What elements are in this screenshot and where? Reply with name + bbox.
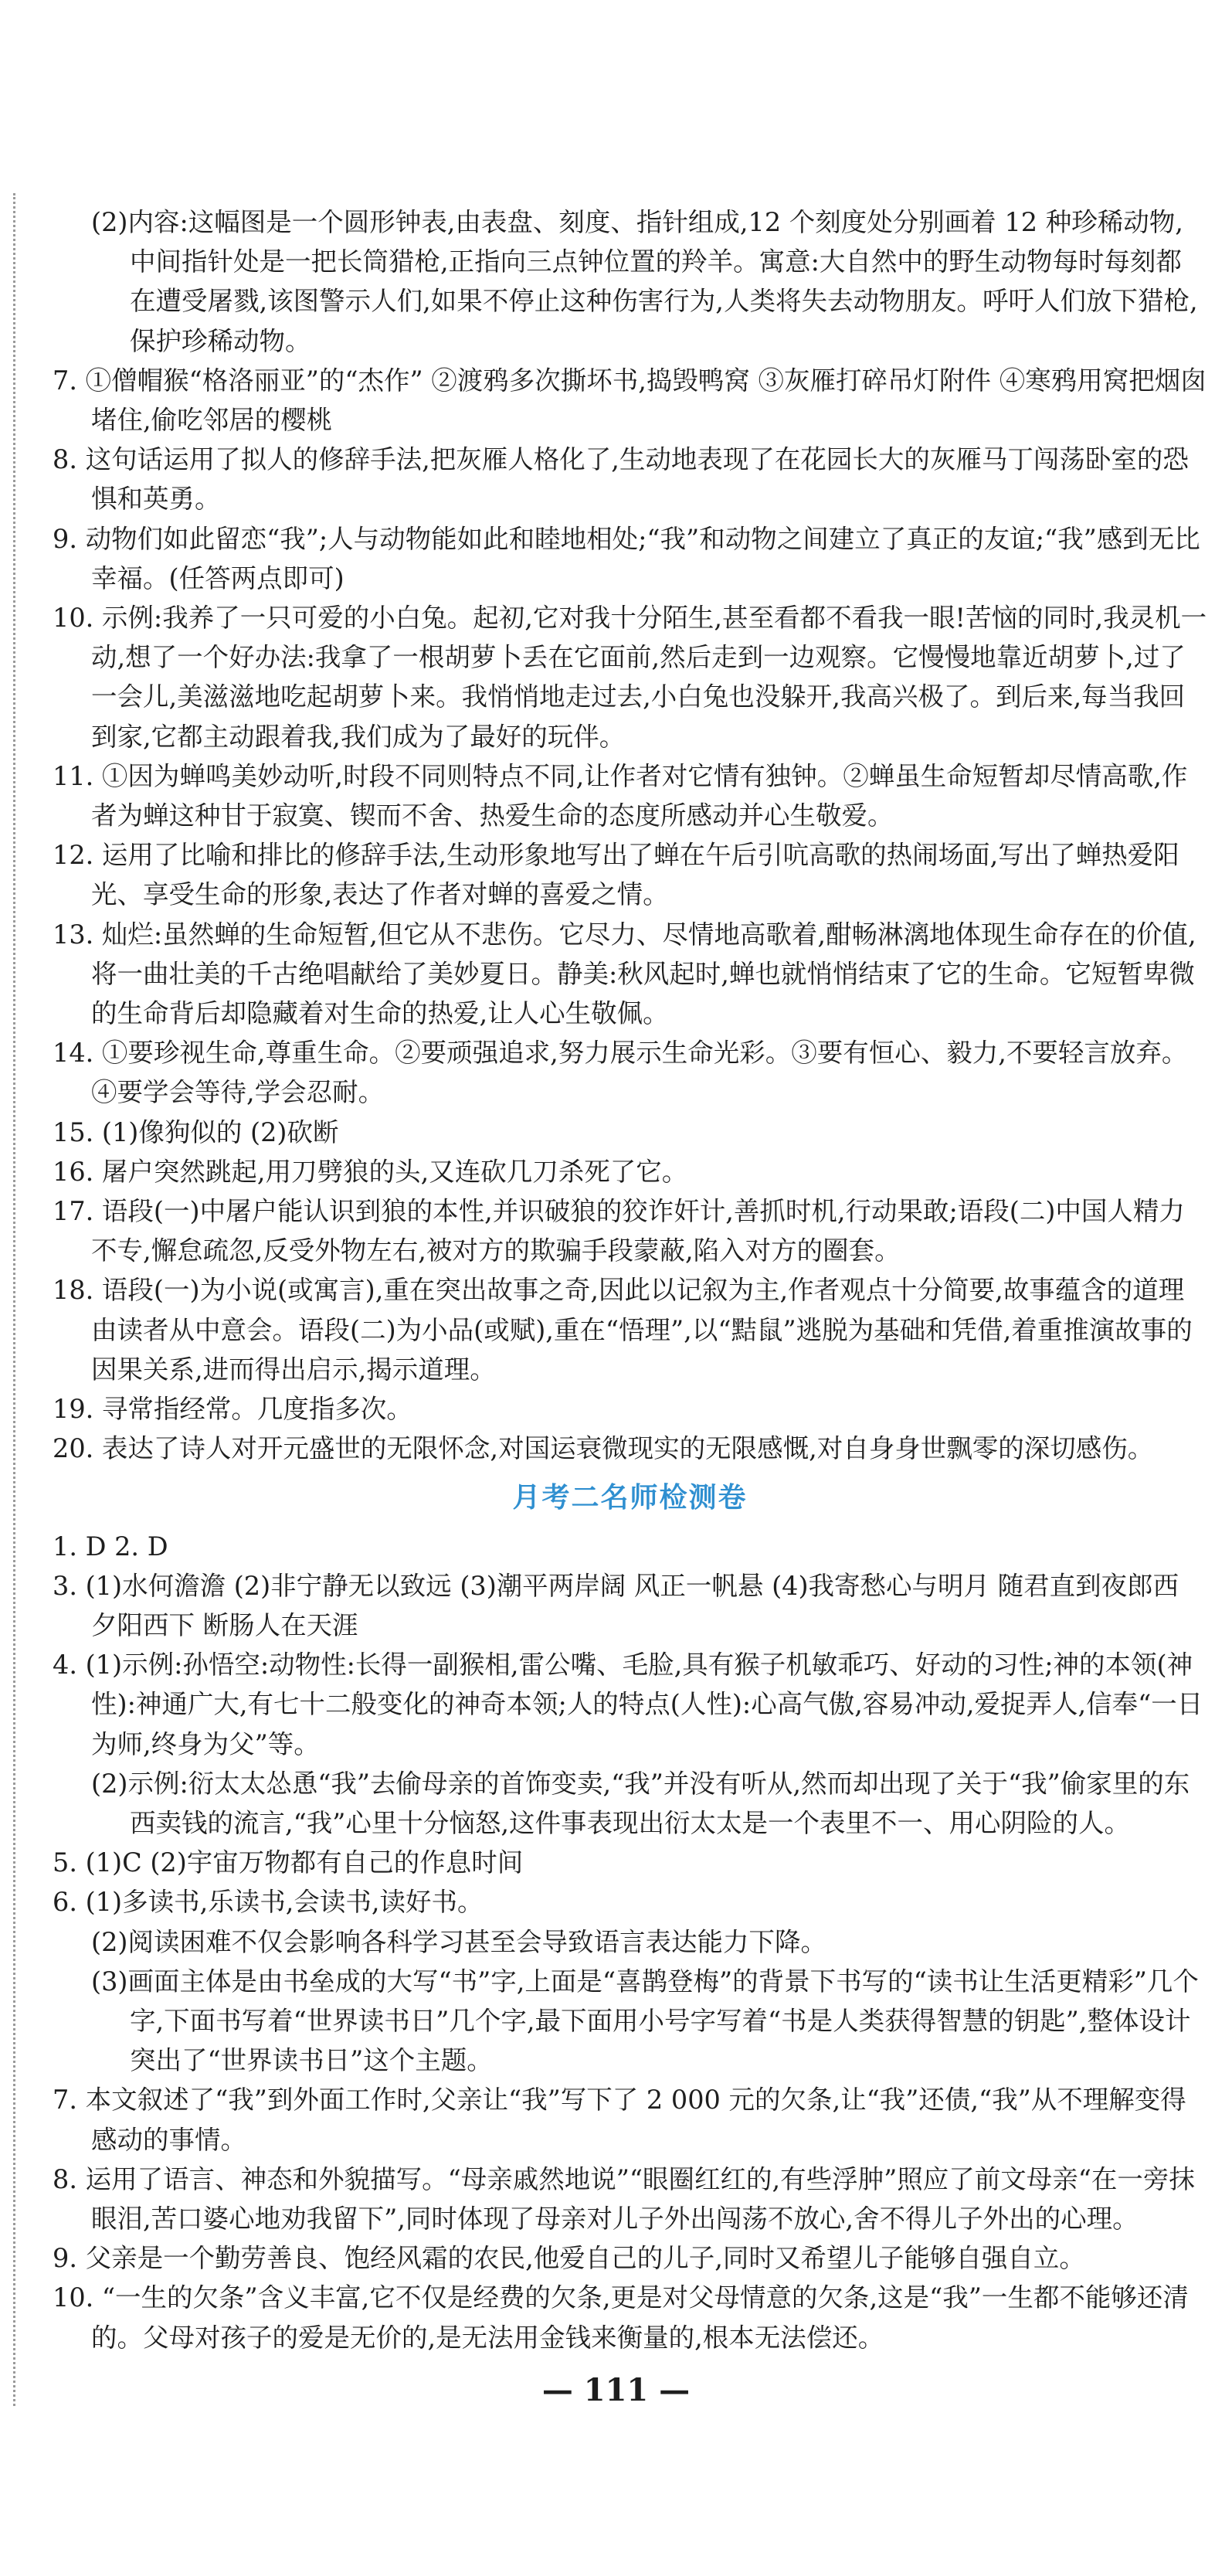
section-heading: 月考二名师检测卷	[512, 1481, 748, 1514]
answer-item: 12. 运用了比喻和排比的修辞手法,生动形象地写出了蝉在午后引吭高歌的热闹场面,写出了蝉热爱阳光、享受生命的形象,表达了作者对蝉的喜爱之情。	[53, 840, 1179, 910]
answer-item: 17. 语段(一)中屠户能认识到狼的本性,并识破狼的狡诈奸计,善抓时机,行动果敢;语段(二)中国人精力不专,懈怠疏忽,反受外物左右,被对方的欺骗手段蒙蔽,陷入对方的圈套。	[53, 1196, 1185, 1266]
answer-item: 11. ①因为蝉鸣美妙动听,时段不同则特点不同,让作者对它情有独钟。②蝉虽生命短暂却尽情高歌,作者为蝉这种甘于寂寞、锲而不舍、热爱生命的态度所感动并心生敬爱。	[53, 760, 1188, 831]
answer-item: 15. (1)像狗似的 (2)砍断	[53, 1116, 339, 1147]
answer-item: 8. 这句话运用了拟人的修辞手法,把灰雁人格化了,生动地表现了在花园长大的灰雁马丁闯荡卧室的恐惧和英勇。	[53, 444, 1189, 515]
answer-item: 19. 寻常指经常。几度指多次。	[53, 1394, 412, 1425]
answer-item: 1. D 2. D	[53, 1531, 168, 1562]
answer-item: 10. “一生的欠条”含义丰富,它不仅是经费的欠条,更是对父母情意的欠条,这是“我”一生都不能够还清的。父母对孩子的爱是无价的,是无法用金钱来衡量的,根本无法偿还。	[53, 2282, 1189, 2353]
answer-content	[53, 202, 1207, 2357]
answer-item: 16. 屠户突然跳起,用刀劈狼的头,又连砍几刀杀死了它。	[53, 1156, 688, 1187]
page-number: — 111 —	[541, 2372, 691, 2408]
answer-item: 9. 动物们如此留恋“我”;人与动物能如此和睦地相处;“我”和动物之间建立了真正的友谊;“我”感到无比幸福。(任答两点即可)	[53, 523, 1200, 593]
answer-item: 8. 运用了语言、神态和外貌描写。“母亲戚然地说”“眼圈红红的,有些浮肿”照应了前文母亲“在一旁抹眼泪,苦口婆心地劝我留下”,同时体现了母亲对儿子外出闯荡不放心,舍不得儿子外出的心理。	[53, 2163, 1195, 2234]
answer-sub-item: (3)画面主体是由书垒成的大写“书”字,上面是“喜鹊登梅”的背景下书写的“读书让生活更精彩”几个字,下面书写着“世界读书日”几个字,最下面用小号字写着“书是人类获得智慧的钥匙”,整体设计突出了“世界读书日”这个主题。	[91, 1966, 1199, 2076]
section-monthly-test-2-answers	[53, 1527, 1207, 2357]
answer-item: 4. (1)示例:孙悟空:动物性:长得一副猴相,雷公嘴、毛脸,具有猴子机敏乖巧、好动的习性;神的本领(神性):神通广大,有七十二般变化的神奇本领;人的特点(人性):心高气傲,容易冲动,爱捉弄人,信奉“一日为师,终身为父”等。	[53, 1650, 1203, 1759]
answer-item: 3. (1)水何澹澹 (2)非宁静无以致远 (3)潮平两岸阔 风正一帆悬 (4)我寄愁心与明月 随君直到夜郎西 夕阳西下 断肠人在天涯	[53, 1570, 1179, 1640]
binding-margin-dotted-line	[13, 193, 15, 2406]
answer-item: 18. 语段(一)为小说(或寓言),重在突出故事之奇,因此以记叙为主,作者观点十分简要,故事蕴含的道理由读者从中意会。语段(二)为小品(或赋),重在“悟理”,以“黠鼠”逃脱为基础和凭借,着重推演故事的因果关系,进而得出启示,揭示道理。	[53, 1275, 1193, 1385]
answer-item: 14. ①要珍视生命,尊重生命。②要顽强追求,努力展示生命光彩。③要有恒心、毅力,不要轻言放弃。④要学会等待,学会忍耐。	[53, 1038, 1188, 1108]
answer-item: 9. 父亲是一个勤劳善良、饱经风霜的农民,他爱自己的儿子,同时又希望儿子能够自强自立。	[53, 2243, 1085, 2274]
answer-item: 7. ①僧帽猴“格洛丽亚”的“杰作” ②渡鸦多次撕坏书,捣毁鸭窝 ③灰雁打碎吊灯附件 ④寒鸦用窝把烟囱堵住,偷吃邻居的樱桃	[53, 365, 1207, 436]
answer-item: 6. (1)多读书,乐读书,会读书,读好书。	[53, 1887, 484, 1918]
answer-sub-item: (2)内容:这幅图是一个圆形钟表,由表盘、刻度、指针组成,12 个刻度处分别画着 12 种珍稀动物,中间指针处是一把长筒猎枪,正指向三点钟位置的羚羊。寓意:大自然中的野生动物每时每刻都在遭受屠戮,该图警示人们,如果不停止这种伤害行为,人类将失去动物朋友。呼吁人们放下猎枪,保护珍稀动物。	[91, 207, 1198, 356]
answer-item: 10. 示例:我养了一只可爱的小白兔。起初,它对我十分陌生,甚至看都不看我一眼!苦恼的同时,我灵机一动,想了一个好办法:我拿了一根胡萝卜丢在它面前,然后走到一边观察。它慢慢地靠近胡萝卜,过了一会儿,美滋滋地吃起胡萝卜来。我悄悄地走过去,小白兔也没躲开,我高兴极了。到后来,每当我回到家,它都主动跟着我,我们成为了最好的玩伴。	[53, 603, 1207, 752]
answer-item: 5. (1)C (2)宇宙万物都有自己的作息时间	[53, 1847, 524, 1878]
answer-item: 20. 表达了诗人对开元盛世的无限怀念,对国运衰微现实的无限感慨,对自身身世飘零的深切感伤。	[53, 1433, 1154, 1464]
answer-sub-item: (2)阅读困难不仅会影响各科学习甚至会导致语言表达能力下降。	[91, 1926, 826, 1957]
answer-item: 13. 灿烂:虽然蝉的生命短暂,但它从不悲伤。它尽力、尽情地高歌着,酣畅淋漓地体现生命存在的价值,将一曲壮美的千古绝唱献给了美妙夏日。静美:秋风起时,蝉也就悄悄结束了它的生命。它短暂卑微的生命背后却隐藏着对生命的热爱,让人心生敬佩。	[53, 919, 1196, 1029]
answer-sub-item: (2)示例:衍太太怂恿“我”去偷母亲的首饰变卖,“我”并没有听从,然而却出现了关于“我”偷家里的东西卖钱的流言,“我”心里十分恼怒,这件事表现出衍太太是一个表里不一、用心阴险的人。	[91, 1768, 1190, 1838]
answer-item: 7. 本文叙述了“我”到外面工作时,父亲让“我”写下了 2 000 元的欠条,让“我”还债,“我”从不理解变得感动的事情。	[53, 2085, 1186, 2155]
section-monthly-test-1-answers	[53, 202, 1207, 1469]
